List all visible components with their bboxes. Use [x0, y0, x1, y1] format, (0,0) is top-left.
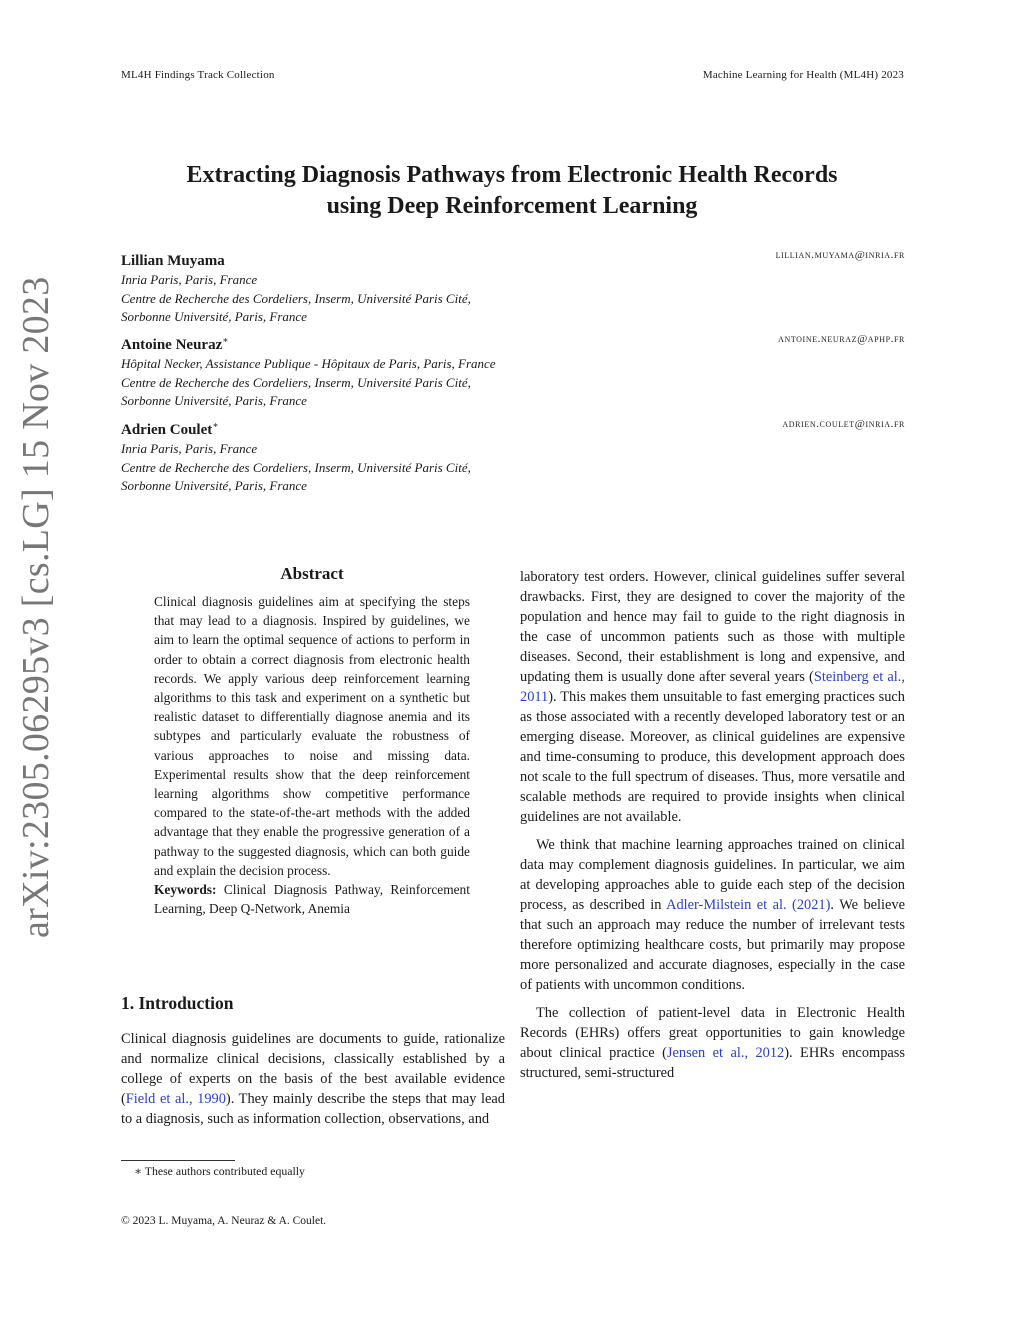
keywords [154, 880, 470, 918]
author-affiliation: Inria Paris, Paris, France [121, 272, 258, 287]
author-affiliation: Sorbonne Université, Paris, France [121, 393, 307, 408]
intro-right-column [520, 567, 905, 1083]
intro-paragraph: laboratory test orders. However, clinical guidelines suffer several drawbacks. First, they are designed to cover the majority of the population and hence may fail to guide to the right diagnosis in the case of uncommon patients such as those with multiple diseases. Second, their establishment is long and expensive, and updating them is usually done after several years (Steinberg et al., 2011). This makes them unsuitable to fast emerging practices such as those associated with a recently developed laboratory test or an emerging disease. Moreover, as clinical guidelines are expensive and time-consuming to produce, this development approach does not scale to the full spectrum of diseases. Thus, more versatile and scalable methods are required to provide insights when clinical guidelines are not available. [520, 569, 905, 825]
author-name: Antoine Neuraz∗ [121, 335, 229, 353]
author-affiliation: Hôpital Necker, Assistance Publique - Hôpitaux de Paris, Paris, France [121, 356, 496, 371]
title-line-1: Extracting Diagnosis Pathways from Electronic Health Records [186, 162, 838, 188]
author-email[interactable]: adrien.coulet@inria.fr [782, 418, 905, 430]
running-header-left: ML4H Findings Track Collection [121, 69, 275, 81]
section-heading-introduction: 1. Introduction [121, 993, 234, 1013]
abstract-text: Clinical diagnosis guidelines aim at specifying the steps that may lead to a diagnosis. Inspired by guidelines, we aim to learn the optimal sequence of actions to perform in order to obtain a correct diagnosis from electronic health records. We apply various deep reinforcement learning algorithms to this task and experiment on a synthetic but realistic dataset to differentially diagnose anemia and its subtypes and particularly evaluate the robustness of various approaches to noise and missing data. Experimental results show that the deep reinforcement learning algorithms show competitive performance compared to the state-of-the-art methods with the added advantage that they enable the progressive generation of a pathway to the suggested diagnosis, which can both guide and explain the decision process. [154, 594, 470, 878]
intro-paragraph: The collection of patient-level data in Electronic Health Records (EHRs) offers great opportunities to gain knowledge about clinical practice (Jensen et al., 2012). EHRs encompass structured, semi-structured [520, 1005, 905, 1081]
paper-title [100, 160, 924, 222]
citation-link[interactable]: Steinberg et al., 2011 [520, 669, 905, 705]
citation-link[interactable]: Jensen et al., 2012 [666, 1045, 785, 1061]
abstract-body [154, 592, 470, 918]
author-block-1 [121, 247, 905, 327]
author-affiliation: Sorbonne Université, Paris, France [121, 309, 307, 324]
citation-link[interactable]: Field et al., 1990 [125, 1091, 226, 1107]
author-email[interactable]: lillian.muyama@inria.fr [775, 249, 905, 261]
running-header-right: Machine Learning for Health (ML4H) 2023 [702, 69, 904, 81]
author-affiliation: Inria Paris, Paris, France [121, 441, 258, 456]
author-affiliation: Centre de Recherche des Cordeliers, Inserm, Université Paris Cité, [121, 374, 471, 390]
footnote-rule [121, 1160, 235, 1161]
author-block-3 [121, 416, 905, 496]
author-name: Lillian Muyama [121, 253, 225, 269]
author-email[interactable]: antoine.neuraz@aphp.fr [778, 333, 905, 345]
abstract-heading: Abstract [280, 564, 344, 583]
author-affiliation: Sorbonne Université, Paris, France [121, 478, 307, 493]
arxiv-stamp: arXiv:2305.06295v3 [cs.LG] 15 Nov 2023 [15, 276, 57, 938]
author-affiliation: Centre de Recherche des Cordeliers, Inserm, Université Paris Cité, [121, 459, 471, 475]
title-line-2: using Deep Reinforcement Learning [326, 193, 698, 219]
copyright-notice: © 2023 L. Muyama, A. Neuraz & A. Coulet. [121, 1215, 327, 1227]
author-affiliation: Centre de Recherche des Cordeliers, Inserm, Université Paris Cité, [121, 290, 471, 306]
citation-link[interactable]: Adler-Milstein et al. (2021) [666, 897, 831, 913]
intro-paragraph: Clinical diagnosis guidelines are documents to guide, rationalize and normalize clinical decisions, classically established by a college of experts on the basis of the best available evidence (Field et al., 1990). They mainly describe the steps that may lead to a diagnosis, such as information collection, observations, and [121, 1031, 505, 1127]
keywords-label: Keywords: [154, 882, 217, 898]
author-name: Adrien Coulet∗ [121, 420, 219, 438]
keywords-list: Clinical Diagnosis Pathway, Reinforcement Learning, Deep Q-Network, Anemia [154, 882, 470, 917]
intro-left-column [121, 1029, 505, 1129]
intro-paragraph: We think that machine learning approaches trained on clinical data may complement diagnosis guidelines. In particular, we aim at developing approaches able to guide each step of the decision process, as described in Adler-Milstein et al. (2021). We believe that such an approach may reduce the number of irrelevant tests therefore optimizing healthcare costs, but primarily may propose more personalized and accurate diagnoses, especially in the case of patients with uncommon conditions. [520, 837, 906, 993]
footnote: ∗ These authors contributed equally [134, 1164, 305, 1178]
author-block-2 [121, 331, 905, 411]
